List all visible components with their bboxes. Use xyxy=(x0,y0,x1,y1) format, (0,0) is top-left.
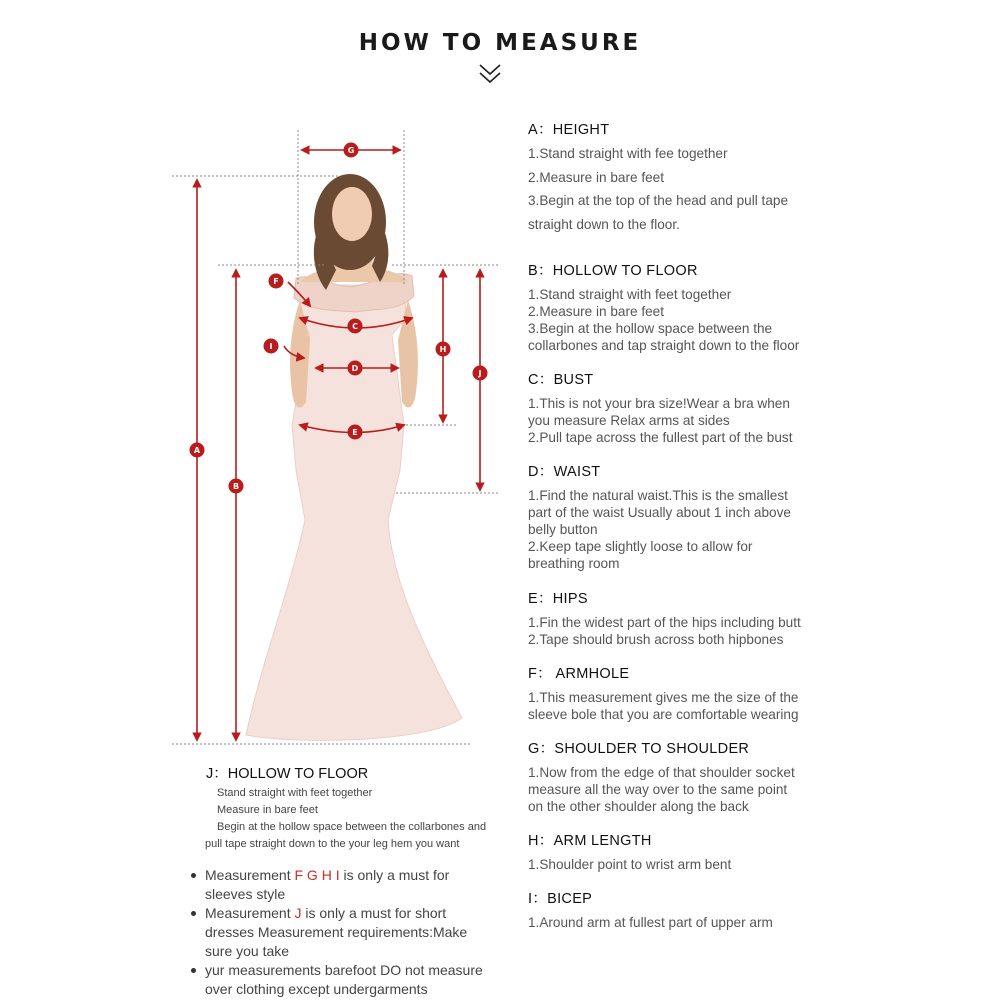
section-line: 1.Stand straight with feet together xyxy=(528,287,732,302)
section-heading: C：BUST xyxy=(528,372,594,388)
section-line: 1.Now from the edge of that shoulder socket xyxy=(528,765,795,780)
section-waist xyxy=(528,460,828,572)
label-c xyxy=(348,319,363,334)
svg-text:G: G xyxy=(347,146,355,155)
label-i xyxy=(264,339,279,354)
note-line: pull tape straight down to the your leg hem you want xyxy=(205,838,460,850)
section-line: 1.Find the natural waist.This is the smallest xyxy=(528,488,788,503)
note-line: Measure in bare feet xyxy=(217,804,318,816)
dress-silhouette xyxy=(246,274,462,741)
section-line: 1.Stand straight with fee together xyxy=(528,146,728,161)
section-line: 1.This measurement gives me the size of the xyxy=(528,690,799,705)
measurement-figure xyxy=(0,0,520,760)
section-line: 1.Fin the widest part of the hips including butt xyxy=(528,615,801,630)
svg-text:E: E xyxy=(352,428,358,437)
svg-text:A: A xyxy=(193,446,201,455)
section-heading: B：HOLLOW TO FLOOR xyxy=(528,263,698,279)
svg-text:H: H xyxy=(439,345,447,354)
note-line: Begin at the hollow space between the collarbones and xyxy=(217,821,487,833)
label-f xyxy=(269,274,284,289)
section-line: 2.Tape should brush across both hipbones xyxy=(528,632,784,647)
section-arm-length xyxy=(528,829,828,873)
section-heading: J：HOLLOW TO FLOOR xyxy=(206,766,369,782)
section-line: belly button xyxy=(528,522,598,537)
section-line: sleeve bole that you are comfortable wearing xyxy=(528,707,799,722)
label-g xyxy=(344,143,359,158)
section-line: straight down to the floor. xyxy=(528,216,680,232)
label-a xyxy=(190,443,205,458)
section-line: collarbones and tap straight down to the floor xyxy=(528,338,800,353)
section-line: part of the waist Usually about 1 inch above xyxy=(528,505,791,520)
notes-list xyxy=(190,866,490,999)
section-line: you measure Relax arms at sides xyxy=(528,413,730,428)
section-line: 2.Measure in bare feet xyxy=(528,169,665,185)
section-line: 1.This is not your bra size!Wear a bra when xyxy=(528,396,790,411)
section-heading: D：WAIST xyxy=(528,464,601,480)
section-line: 1.Around arm at fullest part of upper arm xyxy=(528,915,773,930)
j-hollow-to-floor-note xyxy=(200,762,500,853)
svg-text:F: F xyxy=(273,277,279,286)
label-b xyxy=(229,479,244,494)
label-d xyxy=(348,361,363,376)
section-line: 2.Pull tape across the fullest part of the bust xyxy=(528,430,793,445)
section-heading: A：HEIGHT xyxy=(528,122,610,138)
section-height xyxy=(528,118,828,236)
list-item: yur measurements barefoot DO not measure over clothing except undergarments xyxy=(190,961,490,999)
section-heading: I：BICEP xyxy=(528,891,593,907)
section-armhole xyxy=(528,662,828,723)
svg-text:I: I xyxy=(269,342,273,351)
section-bust xyxy=(528,368,828,446)
label-j xyxy=(473,366,488,381)
svg-text:B: B xyxy=(232,482,240,491)
section-heading: G：SHOULDER TO SHOULDER xyxy=(528,741,750,757)
section-line: 3.Begin at the hollow space between the xyxy=(528,321,773,336)
section-line: breathing room xyxy=(528,556,620,571)
section-shoulder-to-shoulder xyxy=(528,737,828,815)
note-line: Stand straight with feet together xyxy=(217,787,373,799)
section-line: 2.Measure in bare feet xyxy=(528,304,665,319)
page-title: HOW TO MEASURE xyxy=(358,30,642,56)
list-item: Measurement F G H I is only a must for sleeves style xyxy=(190,866,490,904)
section-heading: H：ARM LENGTH xyxy=(528,833,652,849)
section-heading: E：HIPS xyxy=(528,591,588,607)
section-bicep xyxy=(528,887,828,931)
section-line: 1.Shoulder point to wrist arm bent xyxy=(528,857,732,872)
section-hollow-to-floor xyxy=(528,259,828,354)
face xyxy=(332,187,372,241)
section-line: 2.Keep tape slightly loose to allow for xyxy=(528,539,753,554)
svg-text:J: J xyxy=(478,369,482,378)
section-hips xyxy=(528,587,828,648)
section-line: on the other shoulder along the back xyxy=(528,799,749,814)
list-item: Measurement J is only a must for short dresses Measurement requirements:Make sure you take xyxy=(190,904,490,961)
label-h xyxy=(436,342,451,357)
section-line: measure all the way over to the same point xyxy=(528,782,788,797)
label-e xyxy=(348,425,363,440)
svg-text:C: C xyxy=(352,322,358,331)
section-line: 3.Begin at the top of the head and pull tape xyxy=(528,193,789,208)
svg-text:D: D xyxy=(351,364,359,373)
section-heading: F： ARMHOLE xyxy=(528,666,630,682)
